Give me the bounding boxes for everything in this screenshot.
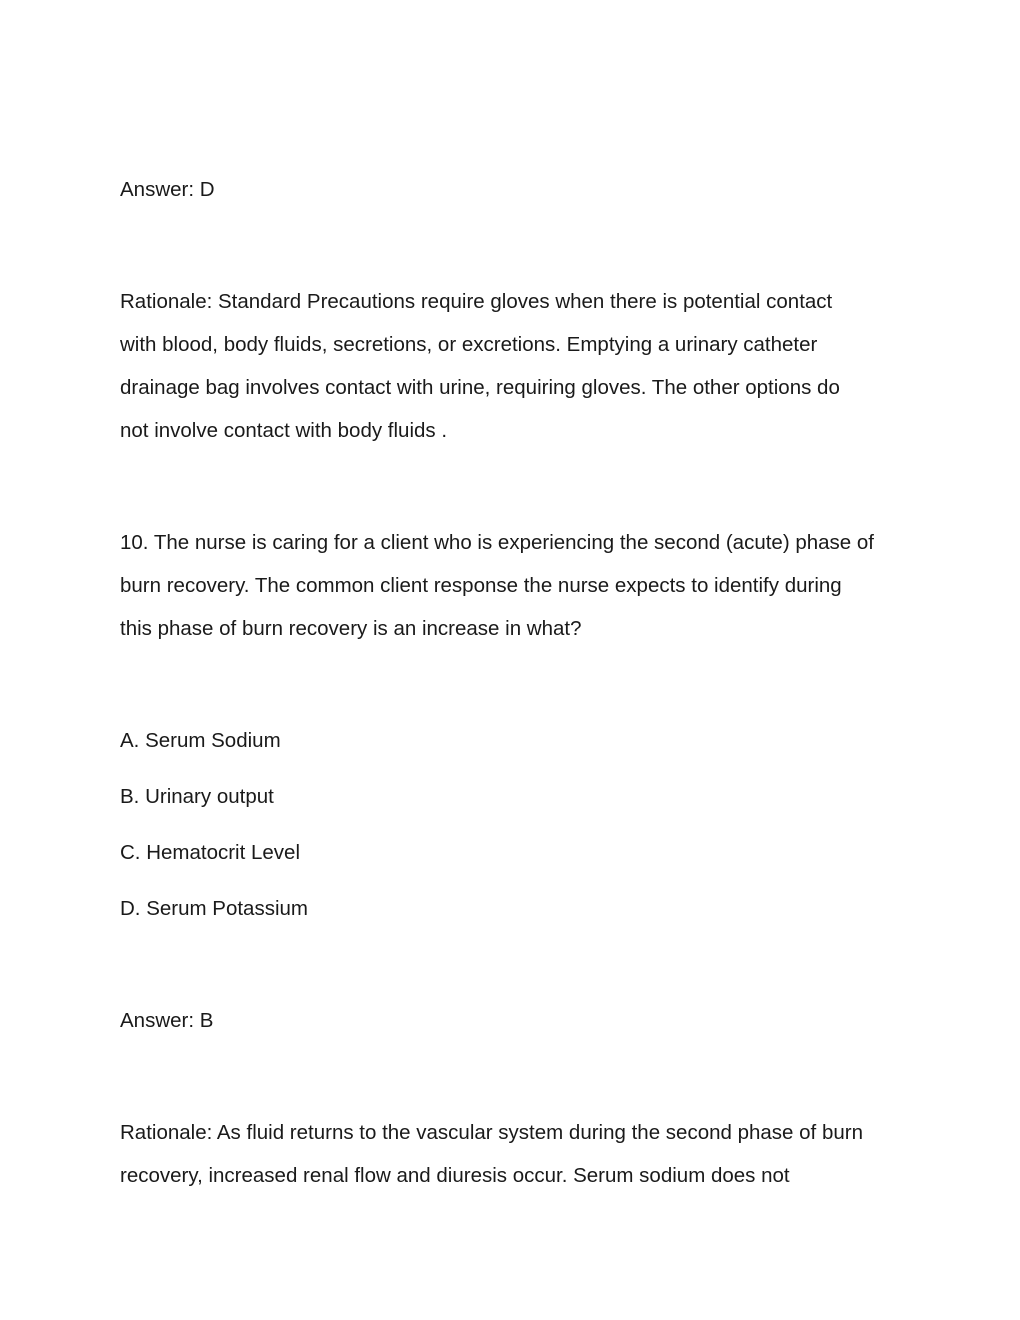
question-line: this phase of burn recovery is an increase in what? <box>120 617 582 640</box>
option-a: A. Serum Sodium <box>120 729 281 752</box>
option-c: C. Hematocrit Level <box>120 841 301 864</box>
question-line: burn recovery. The common client response the nurse expects to identify during <box>120 574 842 597</box>
rationale-line: drainage bag involves contact with urine, requiring gloves. The other options do <box>120 376 840 399</box>
question-line: 10. The nurse is caring for a client who is experiencing the second (acute) phase of <box>120 531 874 554</box>
option-b: B. Urinary output <box>120 785 274 808</box>
rationale-line: with blood, body fluids, secretions, or excretions. Emptying a urinary catheter <box>120 333 818 356</box>
question-10-answer: Answer: B <box>120 1009 214 1032</box>
rationale-line: Rationale: As fluid returns to the vascular system during the second phase of burn <box>120 1121 863 1144</box>
rationale-line: Rationale: Standard Precautions require gloves when there is potential contact <box>120 290 833 313</box>
previous-answer: Answer: D <box>120 178 215 201</box>
rationale-line: not involve contact with body fluids . <box>120 419 448 442</box>
rationale-line: recovery, increased renal flow and diuresis occur. Serum sodium does not <box>120 1164 790 1187</box>
option-d: D. Serum Potassium <box>120 897 308 920</box>
